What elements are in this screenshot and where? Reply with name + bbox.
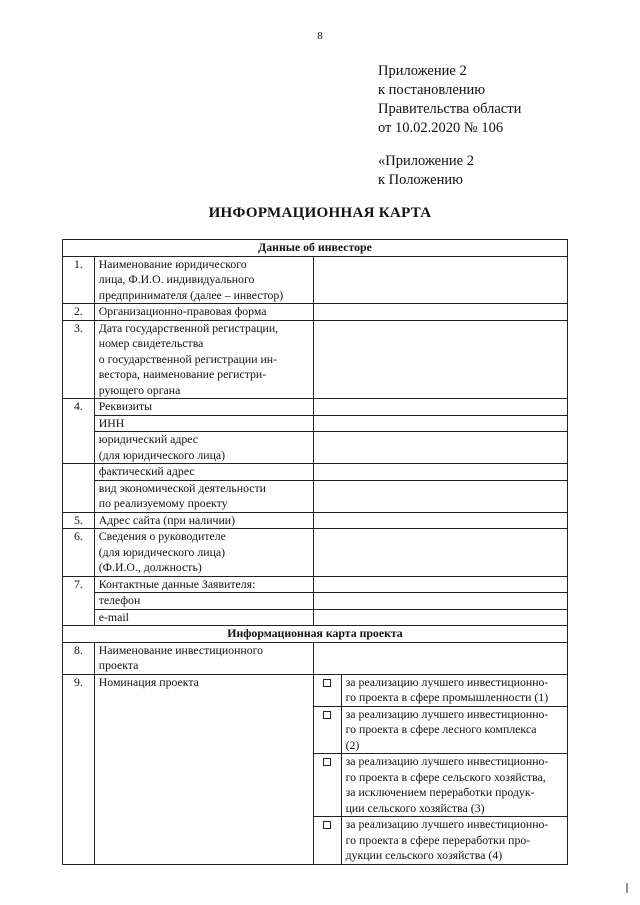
value-cell[interactable] <box>313 304 567 321</box>
row-label: Наименование юридического лица, Ф.И.О. индивидуального предпринимателя (далее – инвестор) <box>94 256 313 304</box>
nomination-checkbox-2[interactable] <box>313 706 341 754</box>
table-row <box>63 593 568 610</box>
value-cell[interactable] <box>313 480 567 512</box>
row-number-empty <box>63 464 95 513</box>
checkbox-icon <box>323 711 331 719</box>
value-cell[interactable] <box>313 529 567 577</box>
row-number: 5. <box>63 512 95 529</box>
sub-label-phone: телефон <box>94 593 313 610</box>
section-row <box>63 626 568 643</box>
table-row <box>63 399 568 416</box>
value-cell[interactable] <box>313 415 567 432</box>
row-number: 6. <box>63 529 95 577</box>
row-label: Адрес сайта (при наличии) <box>94 512 313 529</box>
row-label: Номинация проекта <box>94 674 313 864</box>
sub-label-activity: вид экономической деятельности по реализуемому проекту <box>94 480 313 512</box>
appendix-line: Правительства области <box>378 101 522 117</box>
row-number: 9. <box>63 674 95 864</box>
value-cell[interactable] <box>313 512 567 529</box>
table-row <box>63 609 568 626</box>
table-row <box>63 529 568 577</box>
nomination-option-1: за реализацию лучшего инвестиционно- го проекта в сфере промышленности (1) <box>341 674 567 706</box>
document-title: ИНФОРМАЦИОННАЯ КАРТА <box>208 205 432 221</box>
table-row <box>63 464 568 481</box>
table-row <box>63 304 568 321</box>
appendix-line: к постановлению <box>378 82 486 98</box>
row-label: Организационно-правовая форма <box>94 304 313 321</box>
row-number: 8. <box>63 642 95 674</box>
appendix-line: Приложение 2 <box>378 63 467 79</box>
sub-label-legal-address: юридический адрес (для юридического лица) <box>94 432 313 464</box>
table-row <box>63 480 568 512</box>
table-row <box>63 256 568 304</box>
sub-label-inn: ИНН <box>94 415 313 432</box>
sub-label-actual-address: фактический адрес <box>94 464 313 481</box>
value-cell[interactable] <box>313 464 567 481</box>
scan-mark <box>626 883 628 893</box>
nomination-option-3: за реализацию лучшего инвестиционно- го проекта в сфере сельского хозяйства, за исключением переработки продук- ции сельского хозяйства (3) <box>341 754 567 817</box>
page-number: 8 <box>317 30 323 42</box>
nomination-option-2: за реализацию лучшего инвестиционно- го проекта в сфере лесного комплекса (2) <box>341 706 567 754</box>
row-label: Дата государственной регистрации, номер свидетельства о государственной регистрации ин- вестора, наименование регистри- рующего органа <box>94 320 313 399</box>
table-row <box>63 415 568 432</box>
table-row <box>63 576 568 593</box>
row-number: 7. <box>63 576 95 626</box>
nomination-checkbox-3[interactable] <box>313 754 341 817</box>
checkbox-icon <box>323 679 331 687</box>
value-cell[interactable] <box>313 609 567 626</box>
table-row <box>63 642 568 674</box>
value-cell[interactable] <box>313 576 567 593</box>
value-cell[interactable] <box>313 642 567 674</box>
row-label: Контактные данные Заявителя: <box>94 576 313 593</box>
value-cell[interactable] <box>313 320 567 399</box>
information-card-table <box>62 239 568 865</box>
row-number: 3. <box>63 320 95 399</box>
row-label: Наименование инвестиционного проекта <box>94 642 313 674</box>
row-label: Сведения о руководителе (для юридического лица) (Ф.И.О., должность) <box>94 529 313 577</box>
section-project: Информационная карта проекта <box>63 626 568 643</box>
value-cell[interactable] <box>313 432 567 464</box>
value-cell[interactable] <box>313 399 567 416</box>
sub-label-email: e-mail <box>94 609 313 626</box>
appendix-line: к Положению <box>378 172 463 188</box>
nomination-option-4: за реализацию лучшего инвестиционно- го проекта в сфере переработки про- дукции сельского хозяйства (4) <box>341 817 567 865</box>
row-number: 1. <box>63 256 95 304</box>
table-row <box>63 320 568 399</box>
row-number: 2. <box>63 304 95 321</box>
appendix-line: «Приложение 2 <box>378 153 474 169</box>
table-row <box>63 674 568 706</box>
nomination-checkbox-4[interactable] <box>313 817 341 865</box>
row-label: Реквизиты <box>94 399 313 416</box>
row-number: 4. <box>63 399 95 464</box>
section-row <box>63 240 568 257</box>
value-cell[interactable] <box>313 593 567 610</box>
checkbox-icon <box>323 758 331 766</box>
nomination-checkbox-1[interactable] <box>313 674 341 706</box>
section-investor: Данные об инвесторе <box>63 240 568 257</box>
value-cell[interactable] <box>313 256 567 304</box>
appendix-line: от 10.02.2020 № 106 <box>378 120 504 136</box>
table-row <box>63 512 568 529</box>
appendix-block <box>378 62 521 190</box>
table-row <box>63 432 568 464</box>
checkbox-icon <box>323 821 331 829</box>
